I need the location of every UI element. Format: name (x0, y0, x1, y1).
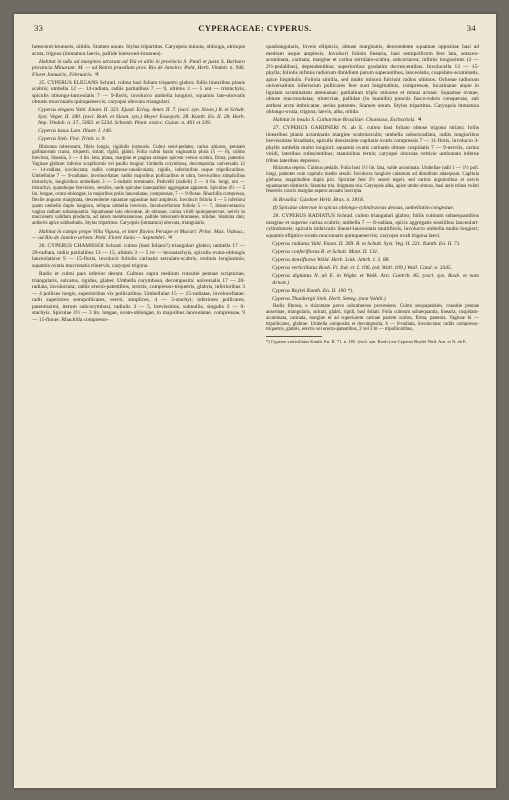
page-number-left: 33 (34, 23, 44, 33)
page-header (32, 23, 478, 35)
paragraph: In Brasilia: Gardner Herb. Bras. n. 1818. (273, 196, 365, 203)
paragraph: 28. CYPERUS RADIATUS Schrad. culmo triangulari glabro; foliis culmum subaequantibus margine et superne carina scabris; umbella 7 — 8-radiata, spicis aggregatis sessilibus lanceolari-cylindraceis; spiculis imbricatis lineari-lanceolatis multifloris, involucro umbella multo longiori; squamis elliptico-ovatis mucronatis quinquenerviis; caryopsi ovali trigona laevi. (266, 213, 479, 239)
paragraph: Cyperus Thunbergii Sieb. Herb. Seneg. (non Vahlii.) (272, 295, 386, 302)
footnote-rule (266, 336, 322, 337)
paragraph: 26. CYPERUS CHAMISSOI Schrad. culmo (basi foliato?) triangulari glabro; umbella 17 — 20-radiata, radiis partialibus 13 — 15, ultimis 3 — 5 tri — hexastachyis, spiculis ovato-oblongis lanceolatisve 9 — 15-floris, involucri foliolis carinatis serrulato-scabris, extimis longissimis, squamis ovatis mucronatis trinervis; caryopsi trigona. (32, 243, 245, 269)
paragraph: Habitat in udis ad margines utrarum ad Ytú et alibi in provincia S. Pauli et juxta S. Barbara provincia Minarum: M. — ad Retiro praedium prov. Rio de Janeiro: Pohl, Herb. Vindob. n. 946. Floret Januario, Februario. ♃ (32, 58, 245, 78)
paragraph: Radix et culmi pars inferior desunt. Culmus supra medium crassitie pennae scriptoriae, triangularis, sulcatus, rigidus, glaber. Umbella corymbosa, decomposita: universalis 17 — 20-radiata, involucrata; radiis erecto-patentibus, strictis, compresso-triquetris, glabris, inferioribus 3 — 4 pollices longis, superioribus vix pollicaribus. Umbellulae 15 — 15-radiatae, involucellatae: radii superiores semipollicares, erecti, simplices, 4 — 5-stachyi; inferiores pollicares, patentissimi, iterum subcorymbosi, radiolis 3 — 5, brevissimis, subnullis, singulis 3 — 6-stachyis. Spiculae 2½ — 3 lin. longae, ovato-oblongae, in majoribus lanceolatae, compressae, 9 — 15-florae. Rhachilla compresso- (32, 271, 245, 323)
paragraph: Cyperus laxus Lam. Illustr. I. 146. (38, 128, 113, 135)
paragraph: Rhizoma repens. Culmus pedalis. Folia basi 1½ lin. lata, valde acuminata. Umbellae radii 1 — 1½ poll. longi, patentes cum capitulo medio sessili. Involucra longiore calamum ad dimidium adaequant. Capitula globosa, magnitudine dupla pisi. Spiculae fere 2½ sexeri regeri, sed carinis argutioribus et nervis squamarum distinctis. Stamina tria. Stigmata tria. Caryopsis alba, apice umbo obtuso, basi areis tribus voluti fenestris concis margine aspero arcuato inscripta. (266, 165, 479, 195)
left-column (32, 44, 245, 325)
page-number-right: 34 (466, 23, 476, 33)
paragraph: Cyperus elegans Vahl. Enum. II. 323. Ejusd. Eclog. Amer. II. 7. (excl. syn. Sloan.) R. et Schult. Syst. Veget. II. 180. (excl. Roth. et Sloan. syn.) Meyer Esseqveb. 28. Kunth. En. II. 28. Herb. Imp. Vindob. n. 37., 5063. et 5234. Schomb. Plant. exsicc. Guian. n. 461 et 339. (38, 107, 245, 127)
paragraph: Habitat in insula S. Catharinae Brasiliae: Chamisso, Eschscholz. ♃ (273, 117, 422, 124)
paragraph: Cyperus digitatus N. ab E. in Wight. et Walk. Arn. Contrib. 85. (excl. syn. Roxb. et nota Arnott.) (272, 273, 479, 286)
paragraph: Cyperus Sieb. Flor. Trinit. n. 9. (38, 136, 106, 143)
running-title: CYPERACEAE: CYPERUS. (198, 23, 312, 33)
paragraph: Cyperus conferiflorus R. et Schult. Mant. II. 131. (272, 248, 379, 255)
paragraph: 27. CYPERUS GARDNERI N. ab E. culmo basi foliato obtuse trigono striato; foliis linearibus planis acuminatis margine scabriusculis; umbella subsexradiata, radiis longioribus brevissimae biradiatis, spiculis densissime capitatis ovatis compressis 7 — 11-floris, involucro 3-phyllo umbella multo longiori; squamis ovatis carinatis obtuse cuspidatis 7 — 9-nerviis, carina viridi, lateribus rufescentibus; staminibus ternis; caryopsi obovata verticie umbonata inferne tribus lateribus depresso. (266, 125, 479, 164)
paragraph: Habitat in campo prope Villa Vigosa, et inter fluvios Peruipe et Mucuri: Princ. Max. Vidoua.; — ad Rio de Janeiro urbem: Pohl. Floret Junio — Septembri. ♃ (32, 228, 245, 242)
paragraph: Radix fibrosa, e rhizomate parvo subcaberoso proveniens. Culmi sesquipedales, crassitie pennae anserinae, triangularis, sulcati, glabri, rigidi, basi foliati. Folia culmum subaequantia, linearia, cuspidato-acuminata, carinata, margine et ad superiorem carinae partem scabra, firma, patentia. Vaginae bi — tripollicares, glabrae. Umbella composita et decomposita, 6 — 8-radiata, involucrata; radiis compresso-triquetris, glabris, erectis vel erecto-patentibus, 2 vel 3 bi — tripollicaribus, (266, 303, 479, 333)
paragraph: quadrangularis, foveis ellipticis, obtuse marginatis, descendente squamae oppositae basi ad medium usque amplexis. Involucri foliola linearia, basi semipollicem fere lata, setaceo-acuminata, carinata, margine et carina serrulato-scabra, subcoriacea; infimis longissimis (2 — 2½-pedalibus), dependentibus; superioribus gradatim decrescentibus. Involucella 13 — 15-phylla; foliolis infimis radiorum dimidium parum superantibus, lanceolatis, cuspidato-acuminatis, apice hispidulis. Foliola similia, sed multo minora fulciunt radios ultimos. Ochreae radiorum universalium inferiorum pollicares fere sunt longitudinis, compressae, bicarinatae atque in ligulam acuminatam attenuatae; partialium triplo minores et minus acutae. Squamae ovatae, obtuse mucronulatae, trinerviae, pallidae (in humidis) punctis fusco-rubris conspersae, sub anthesi arcte imbricatae, serius patentes. Stamen unum. Stylus tripartitus. Caryopsis immatura oblongo-ovata, trigona, laevis, alba, nitida. (266, 44, 479, 115)
paragraph: lutescenti-brunneis, nitidis. Stamen unum. Stylus tripartitus. Caryopsis minuta, oblonga, utrinque acuta, trigona (immatura laevis, pallide lutescenti-brunnea). (32, 44, 245, 57)
book-page (14, 14, 496, 788)
paragraph: β) Spiculae alternae in spicas oblongo-cylindraceas densas, umbellatim congestae. (273, 205, 455, 211)
paragraph: 25. CYPERUS ELEGANS Schrad. culmo basi foliato triquetro glabro; foliis linearibus planis scabris; umbella 12 — 14-radiata, radiis partialibus 7 — 9, ultimis 3 — 5 uni — tristachyis, spiculis oblongo-lanceolatis 7 — 9-floris, involucro umbella longiori, squamis late-obovatis obtusis mucronatis quinquenervis; caryopsi obovata triangulari. (32, 79, 245, 106)
paragraph: Rhizoma tuberosum, fibris longis, rigidulis tortuosis. Culmi semi-pedales, rarius altiores, pennam gallinaceam crassi, triquetri, striati, rigidi, glabri. Folia culmi basin vaginantia plura (5 — 6), culmo breviora, linearia, 2 — 4 lin. lata, plana, margine et pagina utraque apicem versus scabra, firma, patentia. Vaginae glabrae: inferior scapiformis vel paullo longior. Umbella corymbosa, decomposita: universalis 12 — 14-radiata, involucrata; radiis compresso-canaliculatis, rigidis, inferioribus usque tripollicaribus. Umbellulae 7 — 9-radiatae, involucellatae; radiis majoribus pollicaribus et ultra, brevioribus simplicibus tristachyis, longioribus umbellatis 3 — 5-radiatis terminatis. Pedicelli (radioli) 3 — 4 lin. longi, uni — tristachyi, quandoque breviores, sessiles, unde spiculae inaequaliter aggregatae apparent. Spiculae 4½ — 5 lin. longae, ovato-oblongae, in majoribus polio lanceolatae, compressae, 7 — 9-florae. Rhachilla compressa, flexile angusto marginata, descendente squamae oppositae basi amplexis. Involucri foliola 4 — 5 inferiora quam umbella duplo longiora, reliqua umbella breviora. Involucellorum foliola 5 — 7, lineari-setacea; vagina radium subaequantia. Squamaeae lato obovatae, ab obtusae, carina viridi quinquenervae, nervis in mucronem validum producta, ad latera membranaceae, pallide lutescenti-brunneae, nitidae. Stamina duo; antheris apice subbarbatis. Stylus tripartitus. Caryopsis (immatura) obovata, triangularis. (32, 144, 245, 227)
paragraph: Cyperus verticillatus Roxb. Fl. Ind. er. I. 106. (ed. Wall. 109.) Wall. Catal. n. 3345. (272, 264, 453, 271)
paragraph: Cyperus radiatus Vahl. Enum. II. 369. R. et Schult. Syst. Veg. II. 221. Kunth. En. II. 71. (272, 240, 461, 247)
paragraph: Cyperus Roylei Kunth. En. II. 100 *). (272, 287, 354, 294)
paragraph: Cyperus densiflorus Willd. Herb. Link. Jahrb. I. 3. 88. (272, 256, 390, 263)
right-column (266, 44, 479, 347)
footnote: *) Cyperus verticillatus Kunth. En. II. 71. n. 185. (excl. syn. Roxb.) est Cyperus Roylei Wall. Arn. et N. ab E. (266, 339, 468, 345)
